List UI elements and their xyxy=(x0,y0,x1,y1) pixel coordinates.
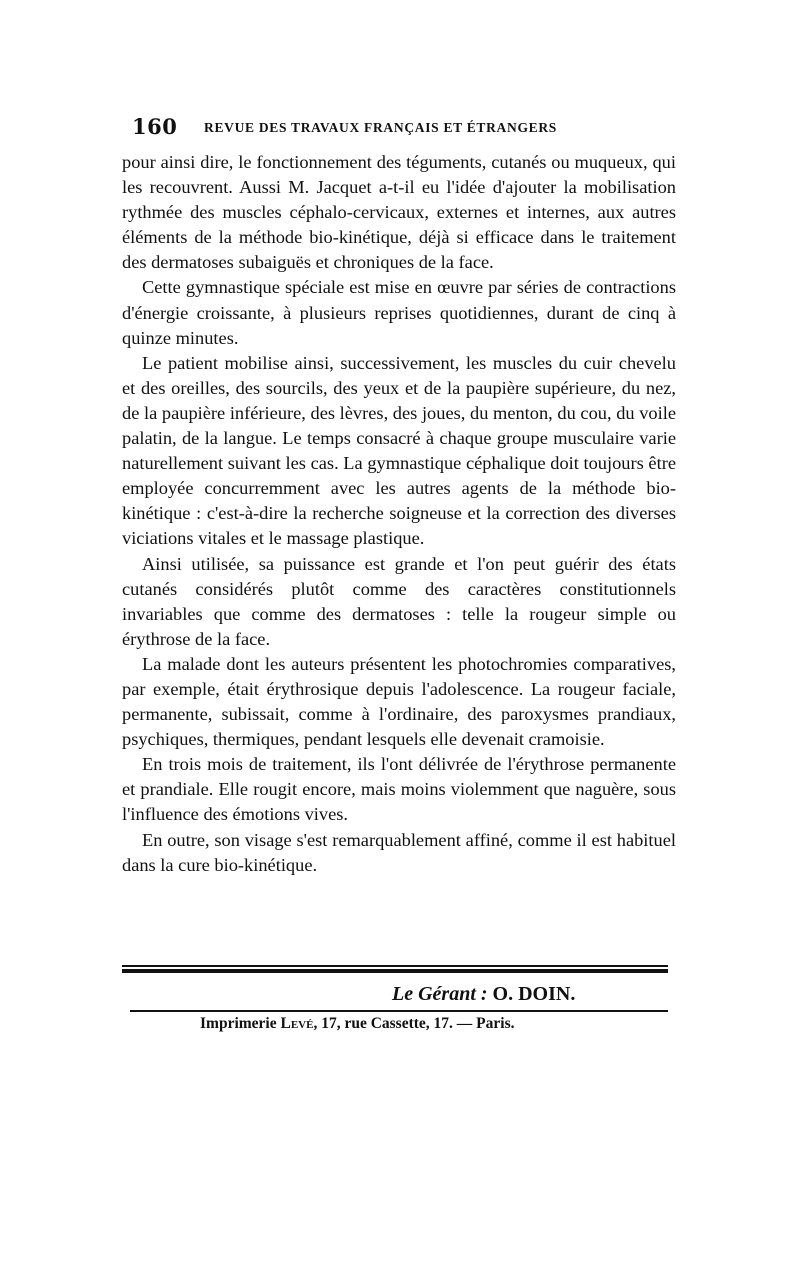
paragraph-2: Cette gymnastique spéciale est mise en œuvre par séries de contractions d'énergie croissante, à plusieurs reprises quotidiennes, durant de cinq à quinze minutes. xyxy=(122,277,676,348)
page-header xyxy=(132,114,672,144)
article-body xyxy=(122,150,676,878)
imprint-line xyxy=(200,1015,514,1033)
paragraph-5: La malade dont les auteurs présentent les photochromies comparatives, par exemple, était érythrosique depuis l'adolescence. La rougeur faciale, permanente, subissait, comme à l'ordinaire, des paroxysmes prandiaux, psychiques, thermiques, pendant lesquels elle devenait cramoisie. xyxy=(122,653,676,750)
paragraph-1: pour ainsi dire, le fonctionnement des téguments, cutanés ou muqueux, qui les recouvrent. Aussi M. Jacquet a-t-il eu l'idée d'ajouter la mobilisation rythmée des muscles céphalo-cervicaux, externes et internes, aux autres éléments de la méthode bio-kinétique, déjà si efficace dans le traitement des dermatoses subaiguës et chroniques de la face. xyxy=(122,152,676,273)
imprint-prefix: Imprimerie xyxy=(200,1015,277,1032)
signature-role: Le Gérant : xyxy=(392,983,488,1005)
end-rule-thick xyxy=(122,969,668,973)
paragraph-6: En trois mois de traitement, ils l'ont délivrée de l'érythrose permanente et prandiale. Elle rougit encore, mais moins violemment que naguère, sous l'influence des émotions vives. xyxy=(122,754,676,825)
imprint-address: , 17, rue Cassette, 17. — Paris. xyxy=(313,1015,515,1032)
signature-line xyxy=(392,983,672,1006)
running-title: REVUE DES TRAVAUX FRANÇAIS ET ÉTRANGERS xyxy=(204,120,558,135)
imprint-printer: Levé xyxy=(280,1015,314,1032)
signature-rule xyxy=(130,1010,668,1012)
signature-name: O. DOIN. xyxy=(492,983,576,1005)
end-rule-thin xyxy=(122,965,668,967)
paragraph-4: Ainsi utilisée, sa puissance est grande et l'on peut guérir des états cutanés considérés plutôt comme des caractères constitutionnels invariables que comme des dermatoses : telle la rougeur simple ou érythrose de la face. xyxy=(122,553,676,649)
page-number: 160 xyxy=(132,114,178,139)
paragraph-3: Le patient mobilise ainsi, successivement, les muscles du cuir chevelu et des oreilles, des sourcils, des yeux et de la paupière supérieure, du nez, de la paupière inférieure, des lèvres, des joues, du menton, du cou, du voile palatin, de la langue. Le temps consacré à chaque groupe musculaire varie naturellement suivant les cas. La gymnastique céphalique doit toujours être employée concurremment avec les autres agents de la méthode bio-kinétique : c'est-à-dire la recherche soigneuse et la correction des diverses viciations vitales et le massage plastique. xyxy=(122,352,676,549)
paragraph-7: En outre, son visage s'est remarquablement affiné, comme il est habituel dans la cure bio-kinétique. xyxy=(122,829,676,875)
